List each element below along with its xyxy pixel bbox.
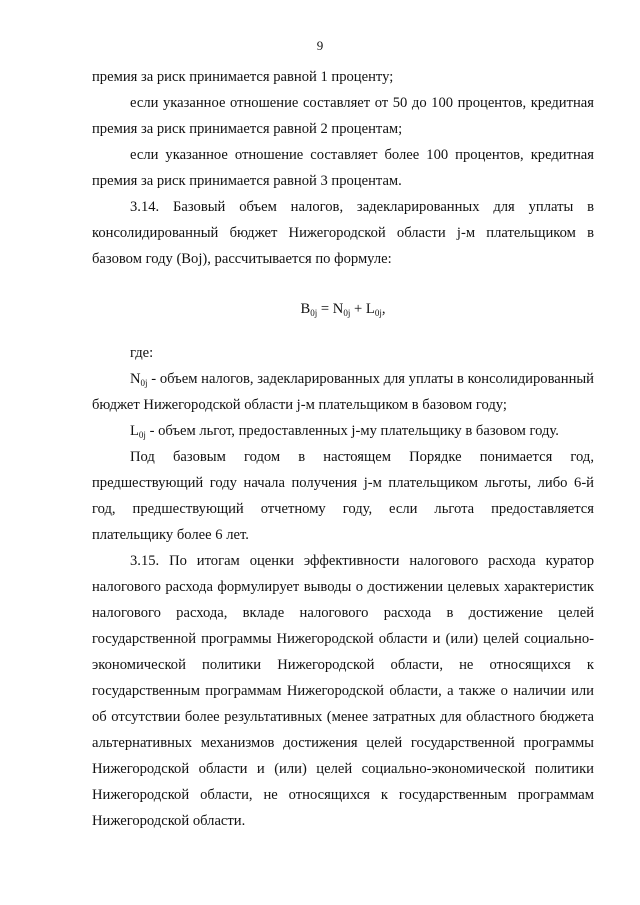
formula-n: N	[332, 301, 344, 317]
formula-l: L	[365, 301, 375, 317]
paragraph-3-15: 3.15. По итогам оценки эффективности налогового расхода куратор налогового расхода формулирует выводы о достижении целевых характеристик налогового расхода, вкладе налогового расхода в достижение целей государственной программы Нижегородской области и (или) целей социально-экономической политики Нижегородской области, не относящихся к государственным программам Нижегородской области, а также о наличии или об отсутствии более результативных (менее затратных для областного бюджета альтернативных механизмов достижения целей государственной программы Нижегородской области и (или) целей социально-экономической политики Нижегородской области, не относящихся к государственным программам Нижегородской области.	[92, 553, 594, 829]
symbol-l-sub: 0j	[138, 430, 146, 440]
paragraph-risk-2: если указанное отношение составляет от 50 до 100 процентов, кредитная премия за риск принимается равной 2 процентам;	[92, 95, 594, 137]
formula-eq: =	[317, 301, 333, 317]
formula-n-sub: 0j	[343, 308, 351, 318]
symbol-l: L	[130, 423, 139, 439]
paragraph-risk-3: если указанное отношение составляет более 100 процентов, кредитная премия за риск принимается равной 3 процентам.	[92, 147, 594, 189]
paragraph-base-year: Под базовым годом в настоящем Порядке понимается год, предшествующий году начала получения j-м плательщиком льготы, либо 6-й год, предшествующий отчетному году, если льгота предоставляется плательщику более 6 лет.	[92, 449, 594, 543]
definition-n	[92, 366, 594, 418]
formula-b: B	[300, 301, 311, 317]
formula-b-sub: 0j	[310, 308, 318, 318]
base-volume-formula	[92, 296, 594, 322]
formula-l-sub: 0j	[374, 308, 382, 318]
symbol-n: N	[130, 371, 141, 387]
where-label: где:	[130, 345, 154, 361]
definition-n-text: - объем налогов, задекларированных для уплаты в консолидированный бюджет Нижегородской области j-м плательщиком в базовом году;	[92, 371, 594, 413]
paragraph-3-14: 3.14. Базовый объем налогов, задекларированных для уплаты в консолидированный бюджет Нижегородской области j-м плательщиком в базовом году (Boj), рассчитывается по формуле:	[92, 199, 594, 267]
formula-plus: +	[350, 301, 366, 317]
page-number: 9	[316, 38, 324, 53]
document-body	[92, 64, 594, 834]
definition-l	[92, 418, 594, 444]
formula-end: ,	[381, 301, 386, 317]
paragraph-risk-1: премия за риск принимается равной 1 проценту;	[92, 69, 394, 85]
symbol-n-sub: 0j	[140, 378, 148, 388]
definition-l-text: - объем льгот, предоставленных j-му плательщику в базовом году.	[149, 423, 559, 439]
